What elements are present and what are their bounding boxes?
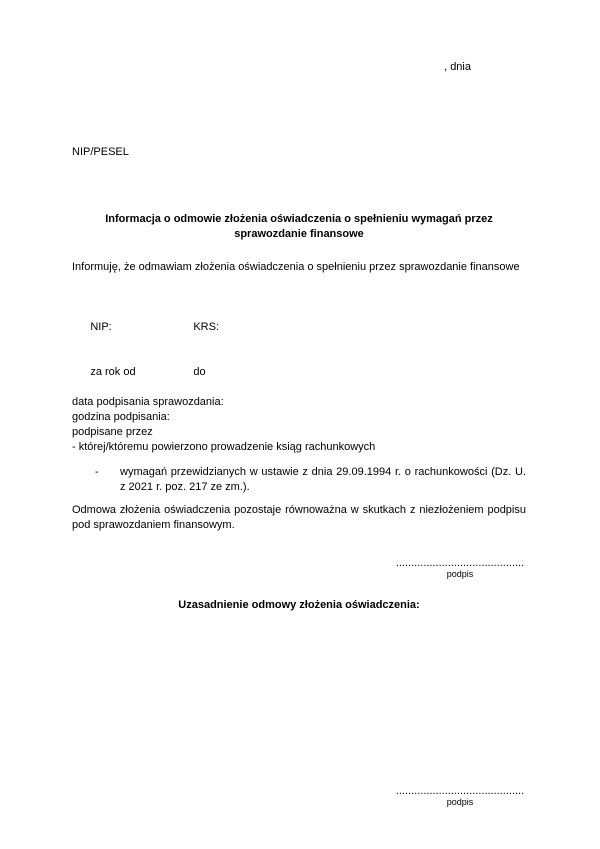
- nip-field-label: NIP:: [90, 321, 112, 333]
- signature-label: podpis: [446, 569, 474, 579]
- year-from-label: za rok od: [90, 366, 136, 378]
- signature-block-bottom: [394, 785, 526, 808]
- document-title: Informacja o odmowie złożenia oświadczenia o spełnieniu wymagań przez sprawozdanie finansowe: [105, 213, 493, 240]
- signature-dotted-line: ..........................................: [395, 557, 525, 569]
- closing-paragraph: Odmowa złożenia oświadczenia pozostaje równoważna w skutkach z niezłożeniem podpisu pod sprawozdaniem finansowym.: [72, 504, 526, 531]
- date-line: , dnia: [444, 61, 471, 73]
- bookkeeping-line: - której/któremu powierzono prowadzenie ksiąg rachunkowych: [72, 441, 376, 453]
- signing-time-label: godzina podpisania:: [72, 411, 170, 423]
- signing-date-label: data podpisania sprawozdania:: [72, 396, 224, 408]
- signature-block-top: [394, 557, 526, 580]
- list-bullet: -: [95, 466, 99, 478]
- fields-section: [72, 305, 526, 455]
- nip-pesel-label: NIP/PESEL: [72, 146, 129, 158]
- justification-heading: Uzasadnienie odmowy złożenia oświadczenia:: [178, 599, 420, 611]
- field-row-year: [72, 350, 526, 395]
- list-item-text: wymagań przewidzianych w ustawie z dnia 29.09.1994 r. o rachunkowości (Dz. U. z 2021 r. poz. 217 ze zm.).: [120, 466, 526, 493]
- requirements-list-item: [72, 465, 526, 495]
- signature-dotted-line: ..........................................: [395, 785, 525, 797]
- signed-by-label: podpisane przez: [72, 426, 153, 438]
- krs-field-label: KRS:: [193, 321, 220, 333]
- intro-paragraph: Informuję, że odmawiam złożenia oświadczenia o spełnieniu przez sprawozdanie finansowe: [72, 261, 520, 273]
- signature-label: podpis: [446, 797, 474, 807]
- field-row-nip-krs: [72, 305, 526, 350]
- year-to-label: do: [193, 366, 206, 378]
